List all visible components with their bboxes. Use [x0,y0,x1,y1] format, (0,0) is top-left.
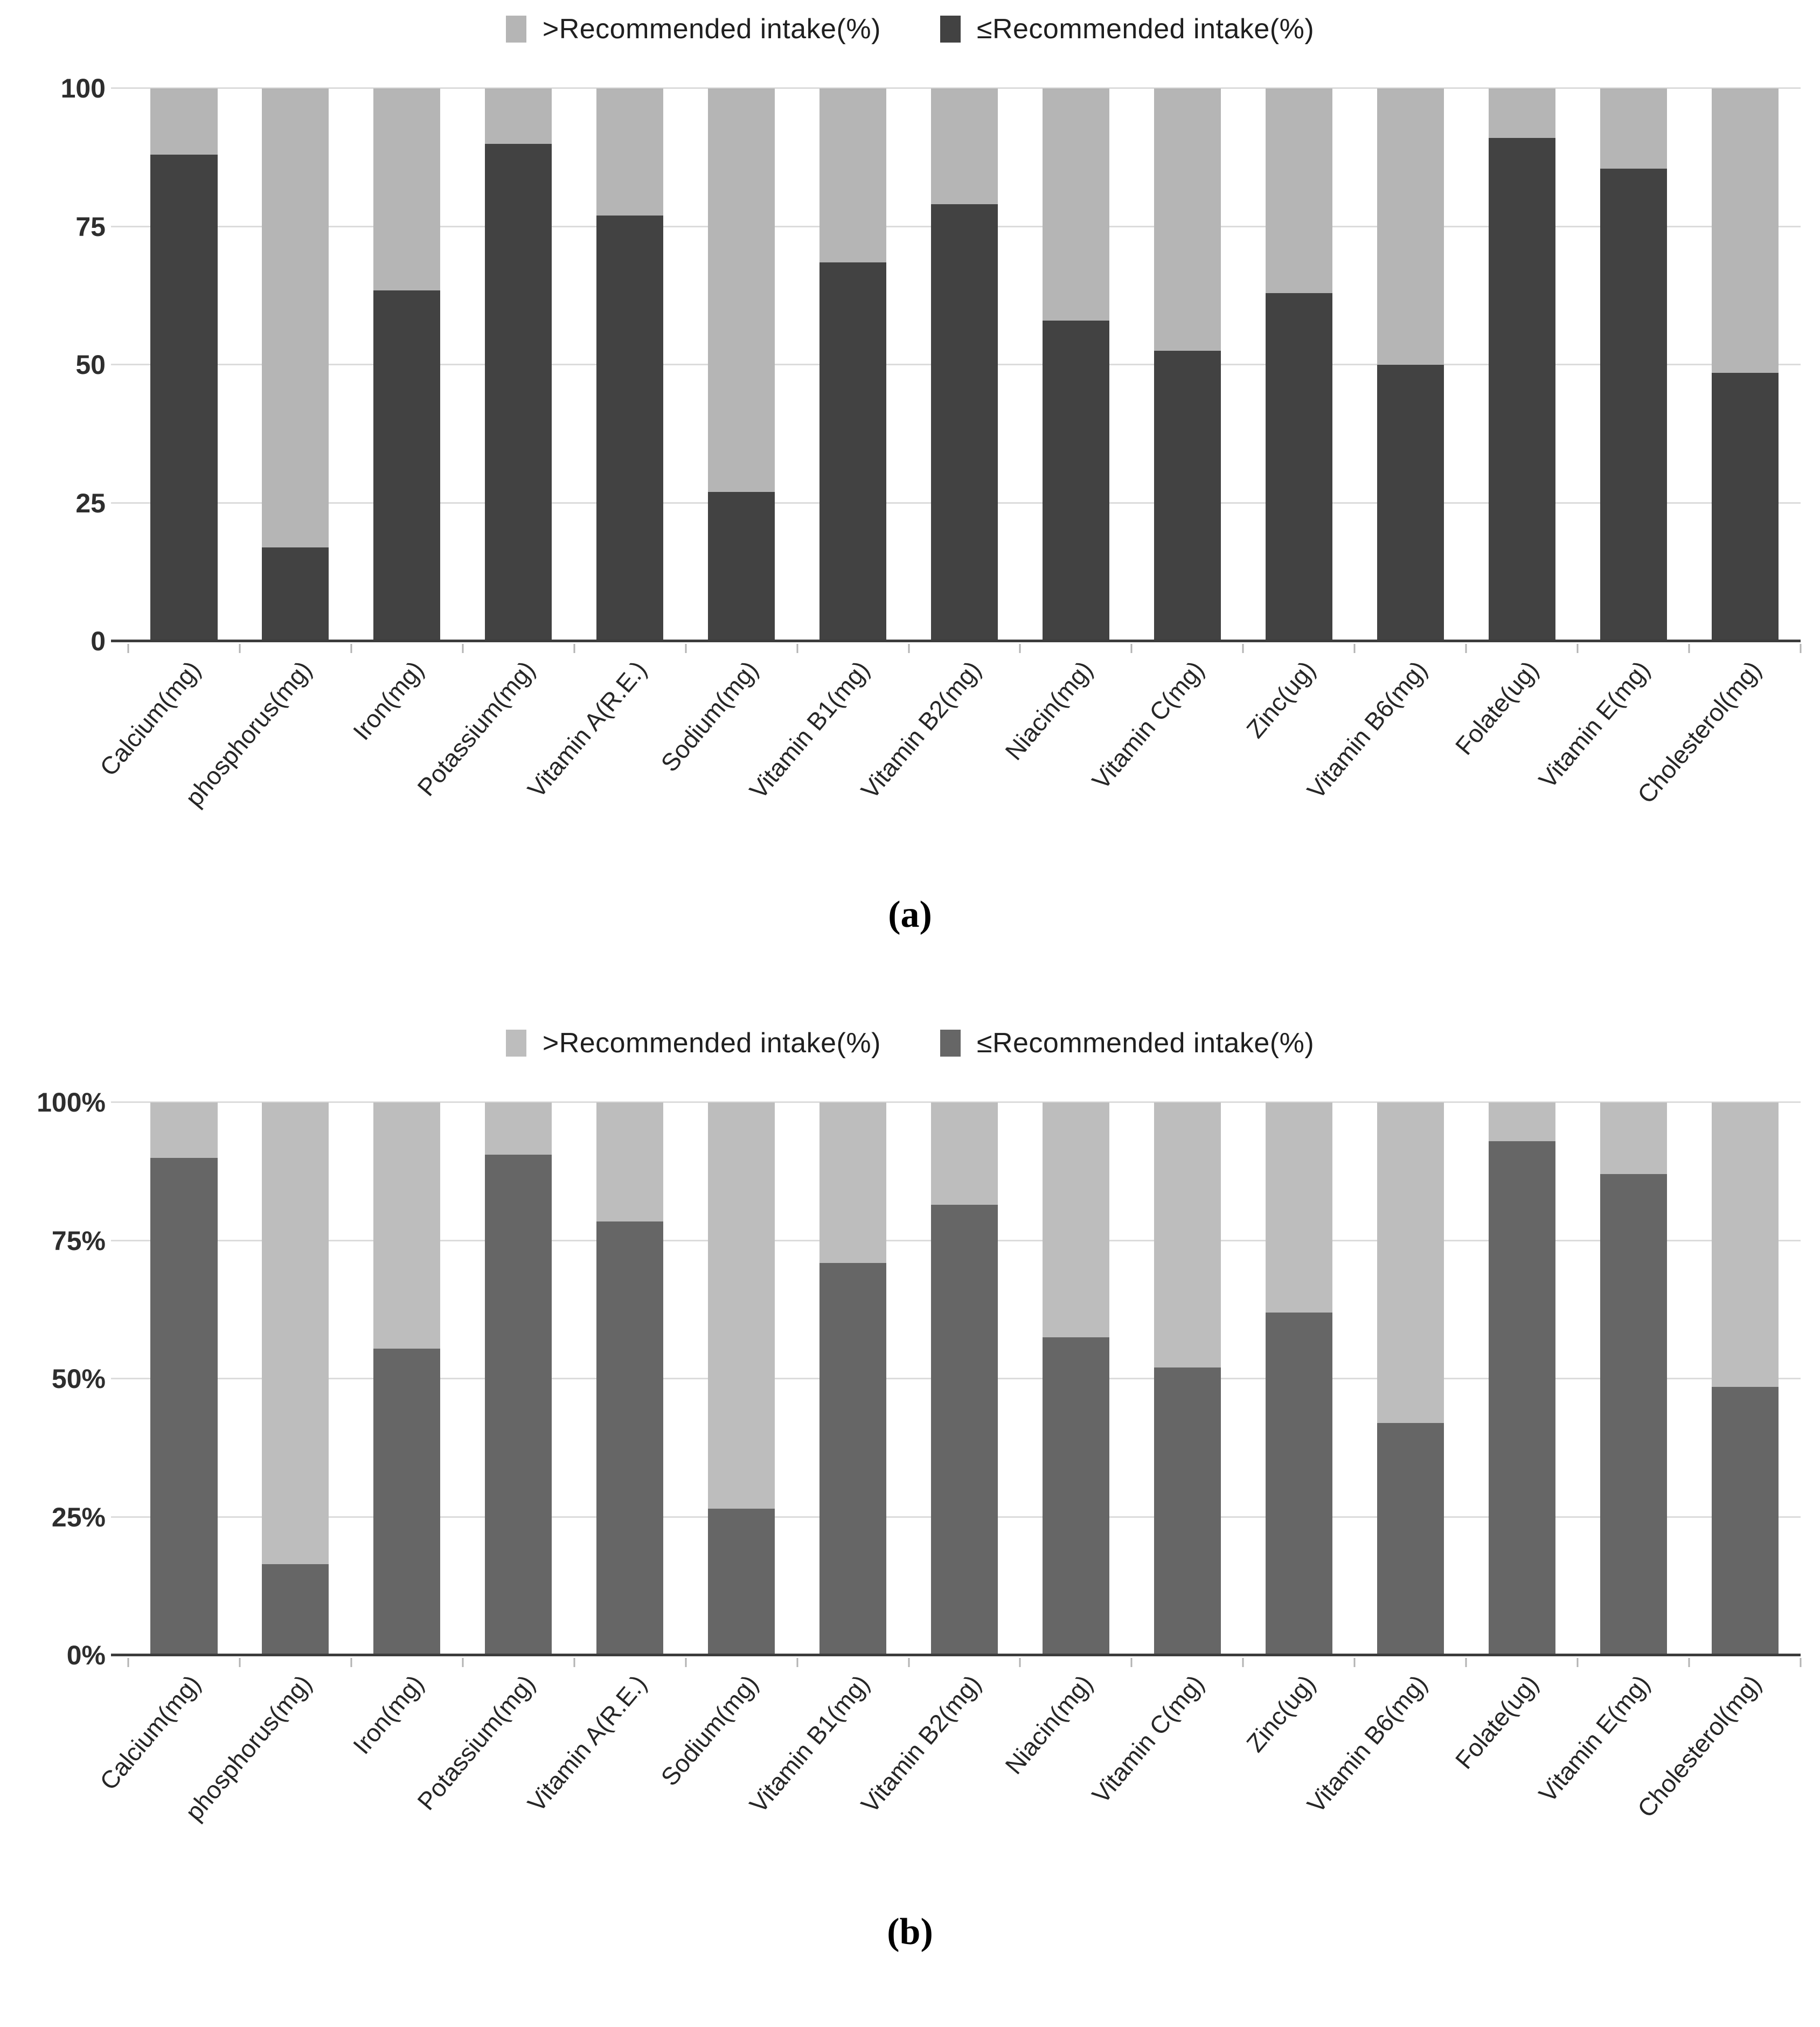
x-label-phosphorus(mg): phosphorus(mg) [179,655,318,812]
bar-slot [1466,88,1578,641]
x-label-Cholesterol(mg): Cholesterol(mg) [1632,1669,1767,1823]
x-label-Sodium(mg): Sodium(mg) [655,655,763,777]
bar-slot [1578,88,1689,641]
bar-segment-under-recommended-Cholesterol(mg) [1712,373,1779,641]
caption-a: (a) [888,894,932,935]
y-tick-label-0%: 0% [66,1640,106,1670]
under-recommended-swatch-icon [940,16,961,43]
legend-b [0,1022,1820,1065]
bar-segment-under-recommended-Vitamin A(R.E.) [596,1221,663,1655]
bar-Iron(mg) [373,1102,440,1655]
x-label-Vitamin B1(mg): Vitamin B1(mg) [744,655,875,804]
bar-segment-under-recommended-Folate(ug) [1489,1141,1555,1655]
legend-a [0,8,1820,51]
legend-item-under-recommended [940,1027,1314,1059]
x-label-Niacin(mg): Niacin(mg) [999,655,1098,766]
x-label-Vitamin B2(mg): Vitamin B2(mg) [855,1669,987,1818]
x-label-Folate(ug): Folate(ug) [1449,655,1544,760]
bar-slot [1466,1102,1578,1655]
bar-Niacin(mg) [1043,88,1109,641]
x-label-Iron(mg): Iron(mg) [347,1669,429,1760]
bar-Sodium(mg) [708,88,775,641]
x-label-slot [1086,641,1243,873]
bar-slot [1689,1102,1801,1655]
bar-slot [1020,88,1132,641]
x-label-Vitamin C(mg): Vitamin C(mg) [1086,1669,1210,1809]
y-tick-label-100: 100 [60,73,106,103]
x-label-slot [179,641,351,873]
bar-segment-under-recommended-Vitamin B2(mg) [931,1205,998,1655]
x-label-phosphorus(mg): phosphorus(mg) [179,1669,318,1826]
bar-slot [574,1102,686,1655]
bar-Vitamin A(R.E.) [596,88,663,641]
bar-segment-under-recommended-Vitamin E(mg) [1600,169,1667,641]
bar-slot [797,88,909,641]
bar-Zinc(ug) [1266,88,1332,641]
bar-segment-under-recommended-Folate(ug) [1489,138,1555,641]
x-label-Iron(mg): Iron(mg) [347,655,429,746]
y-tick-label-75: 75 [75,211,106,242]
x-label-slot [855,1655,1020,1887]
bar-slot [1131,88,1243,641]
x-label-Calcium(mg): Calcium(mg) [94,655,206,781]
bar-slot [574,88,686,641]
bar-Vitamin C(mg) [1154,88,1221,641]
under-recommended-swatch-icon [940,1030,961,1057]
bar-Potassium(mg) [485,1102,552,1655]
bar-slot [909,88,1020,641]
x-label-slot [1632,641,1801,873]
bar-slot [128,88,240,641]
caption-b: (b) [887,1911,933,1953]
bar-slot [686,88,797,641]
bars-container [128,1102,1801,1655]
y-tick-label-25%: 25% [51,1502,106,1532]
legend-label-over-recommended: >Recommended intake(%) [542,1028,881,1059]
x-label-slot [1632,1655,1801,1887]
legend-label-over-recommended: >Recommended intake(%) [542,13,881,45]
bar-slot [1243,88,1354,641]
bar-segment-under-recommended-phosphorus(mg) [262,1564,329,1655]
x-label-slot [179,1655,351,1887]
bar-Folate(ug) [1489,88,1555,641]
over-recommended-swatch-icon [506,16,526,43]
bar-Iron(mg) [373,88,440,641]
x-label-Folate(ug): Folate(ug) [1449,1669,1544,1774]
x-label-slot [1301,1655,1466,1887]
bar-segment-under-recommended-Zinc(ug) [1266,1313,1332,1655]
bar-Vitamin B6(mg) [1377,88,1444,641]
bar-phosphorus(mg) [262,88,329,641]
bar-slot [1131,1102,1243,1655]
bar-segment-under-recommended-Vitamin A(R.E.) [596,216,663,641]
x-label-slot [1301,641,1466,873]
bar-slot [1243,1102,1354,1655]
bar-slot [1354,88,1466,641]
x-label-Vitamin A(R.E.): Vitamin A(R.E.) [522,1669,652,1817]
bar-slot [240,1102,351,1655]
bar-slot [1578,1102,1689,1655]
x-label-Vitamin E(mg): Vitamin E(mg) [1533,655,1656,794]
bar-Vitamin E(mg) [1600,88,1667,641]
bar-Niacin(mg) [1043,1102,1109,1655]
bar-segment-under-recommended-Iron(mg) [373,290,440,642]
bar-slot [686,1102,797,1655]
bar-segment-under-recommended-Calcium(mg) [150,155,217,641]
bar-Vitamin E(mg) [1600,1102,1667,1655]
bar-segment-under-recommended-phosphorus(mg) [262,547,329,641]
over-recommended-swatch-icon [506,1030,526,1057]
bar-segment-under-recommended-Potassium(mg) [485,1155,552,1655]
bar-segment-under-recommended-Vitamin B6(mg) [1377,1423,1444,1655]
bar-slot [1020,1102,1132,1655]
bar-segment-under-recommended-Vitamin B2(mg) [931,204,998,641]
bar-Vitamin B1(mg) [819,88,886,641]
bar-segment-under-recommended-Potassium(mg) [485,144,552,641]
bar-Vitamin A(R.E.) [596,1102,663,1655]
x-label-Potassium(mg): Potassium(mg) [412,1669,540,1816]
bar-segment-under-recommended-Vitamin C(mg) [1154,1367,1221,1655]
bar-segment-under-recommended-Niacin(mg) [1043,321,1109,641]
legend-item-over-recommended [506,13,881,45]
bar-segment-under-recommended-Vitamin B1(mg) [819,1263,886,1655]
x-label-Vitamin C(mg): Vitamin C(mg) [1086,655,1210,795]
bar-slot [240,88,351,641]
bar-segment-under-recommended-Cholesterol(mg) [1712,1387,1779,1655]
y-tick-label-50%: 50% [51,1364,106,1394]
x-label-Vitamin A(R.E.): Vitamin A(R.E.) [522,655,652,803]
x-label-Niacin(mg): Niacin(mg) [999,1669,1098,1780]
x-axis-labels-a [94,641,1801,873]
bar-segment-under-recommended-Iron(mg) [373,1349,440,1655]
legend-item-over-recommended [506,1027,881,1059]
bar-Vitamin B2(mg) [931,1102,998,1655]
chart-a [0,8,1820,942]
bar-slot [1689,88,1801,641]
x-label-slot [1086,1655,1243,1887]
bar-slot [1354,1102,1466,1655]
x-label-Vitamin B6(mg): Vitamin B6(mg) [1301,1669,1433,1818]
bar-segment-under-recommended-Sodium(mg) [708,492,775,641]
y-tick-label-100%: 100% [37,1087,106,1117]
bar-slot [463,1102,574,1655]
y-tick-label-25: 25 [75,488,106,518]
x-label-Sodium(mg): Sodium(mg) [655,1669,763,1791]
x-label-Zinc(ug): Zinc(ug) [1241,1669,1321,1758]
bar-slot [797,1102,909,1655]
bar-segment-under-recommended-Vitamin B1(mg) [819,262,886,641]
x-label-Calcium(mg): Calcium(mg) [94,1669,206,1795]
bar-slot [128,1102,240,1655]
legend-label-under-recommended: ≤Recommended intake(%) [976,1028,1315,1059]
bar-Folate(ug) [1489,1102,1555,1655]
bar-slot [909,1102,1020,1655]
bar-slot [351,1102,463,1655]
legend-label-under-recommended: ≤Recommended intake(%) [976,13,1315,45]
bar-segment-under-recommended-Sodium(mg) [708,1509,775,1655]
bar-Calcium(mg) [150,88,217,641]
bar-Vitamin B2(mg) [931,88,998,641]
bar-segment-under-recommended-Vitamin E(mg) [1600,1174,1667,1655]
bar-Cholesterol(mg) [1712,1102,1779,1655]
legend-item-under-recommended [940,13,1314,45]
x-label-slot [855,641,1020,873]
bar-segment-under-recommended-Vitamin C(mg) [1154,351,1221,641]
bar-segment-under-recommended-Zinc(ug) [1266,293,1332,641]
bar-Calcium(mg) [150,1102,217,1655]
y-tick-label-75%: 75% [51,1225,106,1256]
bar-Vitamin B1(mg) [819,1102,886,1655]
chart-b [0,1022,1820,1959]
bar-segment-under-recommended-Calcium(mg) [150,1158,217,1655]
bar-slot [351,88,463,641]
y-tick-label-50: 50 [75,350,106,380]
plot-area-b [37,1087,1801,1670]
bar-Potassium(mg) [485,88,552,641]
y-tick-label-0: 0 [91,626,106,656]
bar-Cholesterol(mg) [1712,88,1779,641]
bar-slot [463,88,574,641]
bar-Sodium(mg) [708,1102,775,1655]
bar-phosphorus(mg) [262,1102,329,1655]
x-label-Vitamin E(mg): Vitamin E(mg) [1533,1669,1656,1808]
x-label-Vitamin B6(mg): Vitamin B6(mg) [1301,655,1433,804]
bars-container [128,88,1801,641]
x-axis-labels-b [94,1655,1801,1887]
bar-Vitamin B6(mg) [1377,1102,1444,1655]
plot-area-a [60,73,1801,656]
bar-segment-under-recommended-Niacin(mg) [1043,1337,1109,1655]
bar-Vitamin C(mg) [1154,1102,1221,1655]
x-label-Zinc(ug): Zinc(ug) [1241,655,1321,744]
x-label-Vitamin B1(mg): Vitamin B1(mg) [744,1669,875,1818]
bar-Zinc(ug) [1266,1102,1332,1655]
bar-segment-under-recommended-Vitamin B6(mg) [1377,365,1444,641]
x-label-Cholesterol(mg): Cholesterol(mg) [1632,655,1767,809]
x-label-Potassium(mg): Potassium(mg) [412,655,540,802]
x-label-Vitamin B2(mg): Vitamin B2(mg) [855,655,987,804]
